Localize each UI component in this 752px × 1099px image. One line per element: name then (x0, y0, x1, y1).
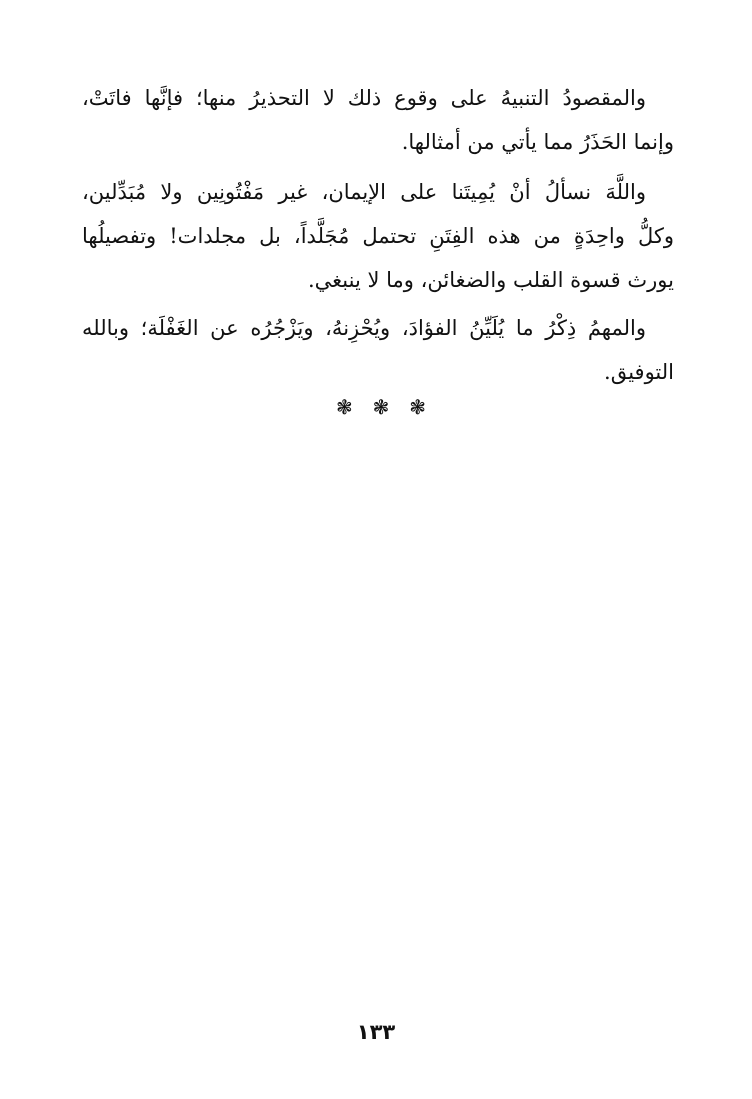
page-number: ١٣٣ (356, 1020, 396, 1044)
flower-ornament-icon: ❃ (372, 395, 390, 419)
section-separator (336, 394, 426, 420)
paragraph-line: والمقصودُ التنبيهُ على وقوع ذلك لا التحذيرُ منها؛ فإنَّها فاتَتْ، (82, 86, 646, 110)
paragraph-line: التوفيق. (604, 360, 674, 384)
paragraph-line: واللَّهَ نسألُ أنْ يُمِيتَنا على الإيمان، غير مَفْتُونِين ولا مُبَدِّلين، (82, 180, 646, 204)
flower-ornament-icon: ❃ (336, 395, 353, 419)
flower-ornament-icon: ❃ (409, 395, 426, 419)
paragraph-1 (82, 76, 674, 164)
paragraph-2 (82, 170, 674, 302)
paragraph-line: وإنما الحَذَرُ مما يأتي من أمثالها. (401, 130, 674, 154)
paragraph-line: يورث قسوة القلب والضغائن، وما لا ينبغي. (307, 268, 674, 292)
paragraph-line: والمهمُ ذِكْرُ ما يُلَيِّنُ الفؤادَ، ويُحْزِنهُ، ويَزْجُرُه عن الغَفْلَة؛ وبالله (82, 316, 646, 340)
paragraph-line: وكلُّ واحِدَةٍ من هذه الفِتَنِ تحتمل مُجَلَّداً، بل مجلدات! وتفصيلُها (82, 224, 674, 248)
paragraph-3 (82, 306, 674, 394)
